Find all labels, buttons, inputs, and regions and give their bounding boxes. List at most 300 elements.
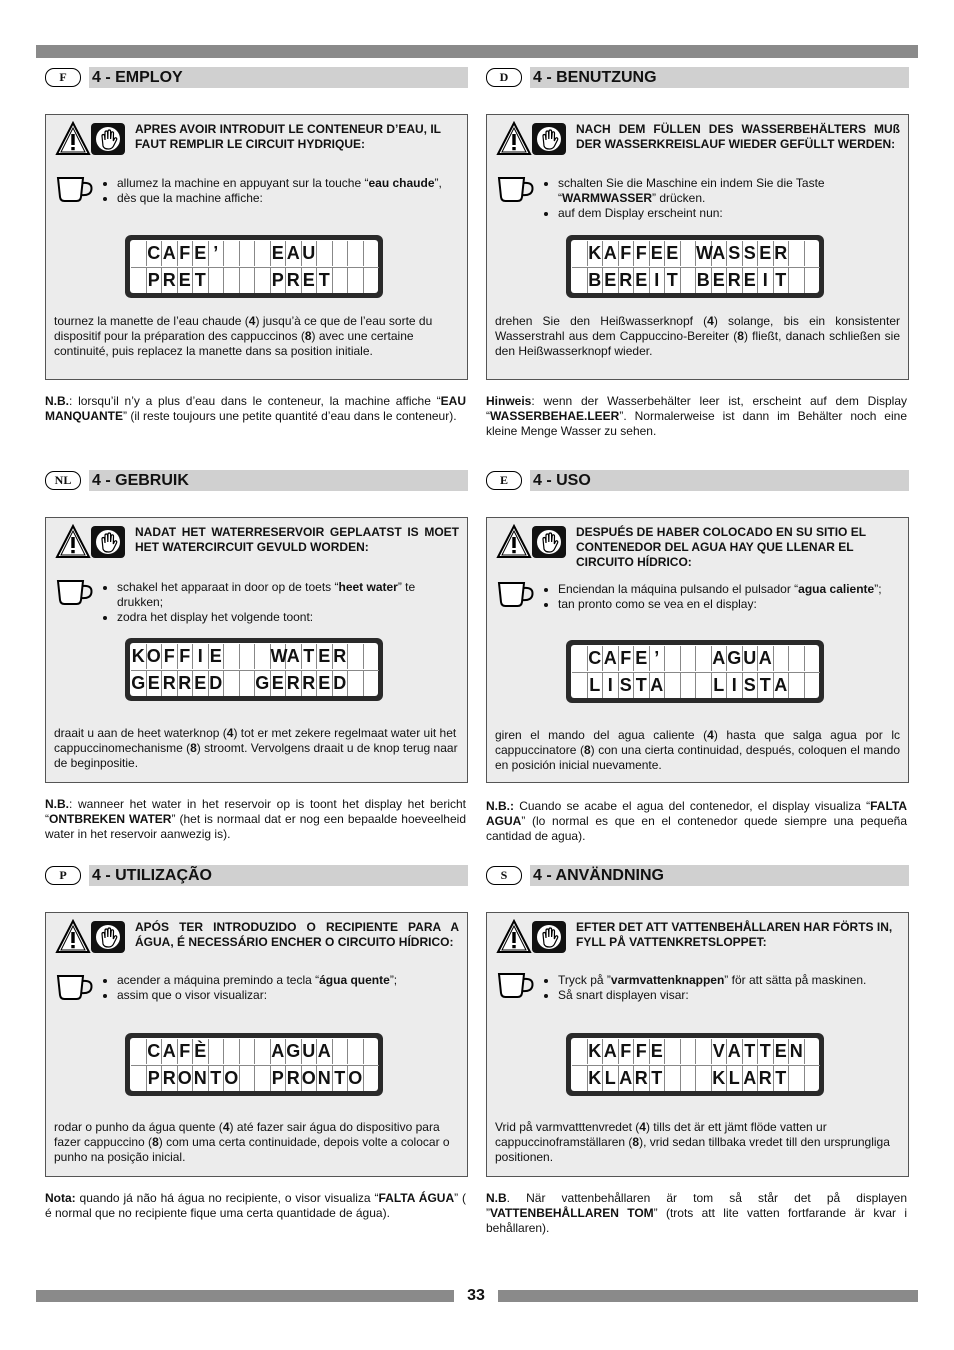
lcd-cell: T [758, 1039, 774, 1064]
lcd-cell [240, 644, 256, 669]
bullet-text: ” drücken. [652, 191, 706, 205]
note-message: ONTBREKEN WATER [49, 812, 172, 826]
language-flag: NL [45, 471, 81, 490]
note-text: ” (il reste toujours une petite quantité d’eau dans le conteneur). [123, 409, 457, 423]
bullet-text: acender a máquina premindo a tecla “ [117, 973, 320, 987]
bullet-item [117, 973, 459, 988]
instruction-box [486, 517, 909, 783]
lcd-display [566, 235, 824, 298]
lcd-cell: E [271, 671, 287, 696]
lcd-cell: T [302, 644, 318, 669]
desc-text: ) solange, bis ein konsistenter Wasserstrahl aus dem Cappuccino-Bereiter ( [495, 314, 900, 343]
lcd-cell [789, 241, 805, 266]
bullet-list [99, 973, 459, 1003]
lcd-cell: U [743, 646, 759, 671]
lcd-cell: K [588, 1039, 604, 1064]
lcd-cell: P [147, 268, 163, 293]
note [45, 394, 466, 424]
bullet-list [540, 176, 900, 221]
desc-ref: 8 [304, 329, 312, 343]
desc-ref: 4 [226, 726, 234, 740]
bullet-text: allumez la machine en appuyant sur la touche “ [117, 176, 369, 190]
hand-stop-icon [91, 526, 125, 558]
warning-triangle-icon [55, 121, 91, 157]
lcd-cell [317, 241, 333, 266]
top-bar [36, 45, 918, 58]
lcd-cell [572, 268, 588, 293]
lcd-cell [348, 644, 364, 669]
lcd-cell: E [193, 671, 209, 696]
lcd-row-2 [572, 267, 820, 293]
lcd-cell: E [712, 268, 728, 293]
lcd-cell [805, 646, 821, 671]
lcd-cell [348, 241, 364, 266]
note-text: ” (trots att lite vatten fortfarande är kvar i behållaren). [486, 1206, 907, 1235]
instruction-box [45, 114, 468, 380]
lcd-cell: L [712, 673, 728, 698]
lcd-cell: V [712, 1039, 728, 1064]
lcd-cell [681, 646, 697, 671]
desc-text: draait u aan de heet waterknop ( [54, 726, 227, 740]
lcd-cell: A [774, 673, 790, 698]
lcd-cell [364, 671, 380, 696]
lcd-screen [130, 1038, 378, 1091]
desc-ref: 4 [248, 314, 256, 328]
bullet-text: auf dem Display erscheint nun: [558, 206, 723, 220]
lcd-cell: U [302, 1039, 318, 1064]
cup-icon [55, 973, 97, 1001]
note-label: N.B [486, 1191, 507, 1205]
bottom-bar-left [36, 1290, 454, 1302]
description [54, 314, 459, 359]
desc-ref: 4 [707, 314, 714, 328]
note-label: N.B.: [486, 799, 514, 813]
section-nl [45, 470, 468, 841]
desc-text: ) fließt, danach schließen sie den Heißwasserknopf wieder. [495, 329, 900, 358]
lcd-cell: E [178, 268, 194, 293]
bullet-text: tan pronto como se vea en el display: [558, 597, 757, 611]
desc-ref: 4 [222, 1120, 230, 1134]
lcd-cell [131, 241, 147, 266]
cup-icon [496, 971, 538, 999]
note-text: : wanneer het water in het reservoir op is toont het display het bericht “ [45, 797, 466, 826]
lcd-cell [348, 268, 364, 293]
lcd-cell: N [317, 1066, 333, 1091]
lcd-cell: I [650, 268, 666, 293]
section-title: 4 - GEBRUIK [89, 470, 468, 491]
section-p [45, 865, 468, 1220]
lcd-cell: R [162, 268, 178, 293]
lcd-cell: T [209, 1066, 225, 1091]
hand-stop-icon [532, 123, 566, 155]
note-text: . När vattenbehållaren är tom så står det på displayen ” [486, 1191, 907, 1220]
lcd-cell [209, 1039, 225, 1064]
language-flag: F [45, 68, 81, 87]
lcd-cell: K [588, 1066, 604, 1091]
bullet-key: água quente [319, 973, 390, 987]
note-label: Nota: [45, 1191, 76, 1205]
bullet-list [540, 973, 900, 1003]
lcd-cell: F [619, 241, 635, 266]
lcd-cell: P [147, 1066, 163, 1091]
note-label: N.B. [45, 394, 69, 408]
lcd-cell [665, 1066, 681, 1091]
bullet-key: varmvattenknappen [610, 973, 725, 987]
lcd-cell [348, 1039, 364, 1064]
lcd-cell [774, 646, 790, 671]
lcd-cell: R [727, 268, 743, 293]
instruction-box [45, 912, 468, 1177]
lcd-cell: G [286, 1039, 302, 1064]
lcd-cell: E [743, 268, 759, 293]
lcd-cell: R [286, 1066, 302, 1091]
alert-text: NACH DEM FÜLLEN DES WASSERBEHÄLTERS MUß DER WASSERKREISLAUF WIEDER GEFÜLLT WERDEN: [576, 122, 900, 151]
note [486, 799, 907, 844]
lcd-cell: T [193, 268, 209, 293]
lcd-cell: O [178, 1066, 194, 1091]
lcd-cell: L [603, 1066, 619, 1091]
desc-text: ) jusqu’à ce que de l’eau sorte du dispositif pour la préparation des cappuccinos ( [54, 314, 433, 343]
lcd-cell: S [743, 673, 759, 698]
lcd-cell: A [162, 1039, 178, 1064]
lcd-screen [130, 643, 378, 696]
lcd-cell [333, 268, 349, 293]
bullet-list [99, 176, 459, 206]
lcd-cell: G [131, 671, 147, 696]
lcd-cell: O [224, 1066, 240, 1091]
note-text: Cuando se acabe el agua del contenedor, el display visualiza “ [514, 799, 871, 813]
cup-icon [55, 578, 97, 606]
lcd-cell: D [209, 671, 225, 696]
hand-stop-icon [91, 921, 125, 953]
instruction-box [45, 517, 468, 783]
lcd-row-1 [572, 646, 820, 671]
description [495, 314, 900, 359]
desc-text: drehen Sie den Heißwasserknopf ( [495, 314, 708, 328]
bullet-item [117, 610, 459, 625]
lcd-row-2 [572, 672, 820, 698]
section-title: 4 - BENUTZUNG [530, 67, 909, 88]
lcd-row-2 [131, 267, 379, 293]
bullet-text: Tryck på ” [558, 973, 611, 987]
desc-text: ) até fazer sair água do dispositivo para fazer cappuccino ( [54, 1120, 440, 1149]
desc-ref: 4 [639, 1120, 646, 1134]
lcd-cell: S [743, 241, 759, 266]
desc-ref: 8 [190, 741, 197, 755]
lcd-row-2 [572, 1065, 820, 1091]
lcd-cell: K [131, 644, 147, 669]
note-message: WASSERBEHAE.LEER [490, 409, 620, 423]
lcd-cell: K [588, 241, 604, 266]
description [54, 726, 459, 771]
language-flag: E [486, 471, 522, 490]
lcd-cell [364, 1039, 380, 1064]
desc-ref: 8 [152, 1135, 159, 1149]
lcd-cell: P [271, 1066, 287, 1091]
lcd-cell: R [286, 671, 302, 696]
bullet-text: ” för att sätta på maskinen. [724, 973, 867, 987]
bullet-item [117, 988, 459, 1003]
lcd-cell [681, 241, 697, 266]
lcd-display [125, 638, 383, 701]
hand-stop-icon [532, 526, 566, 558]
note-text: : lorsqu’il n’y a plus d’eau dans le conteneur, la machine affiche “ [69, 394, 441, 408]
lcd-cell: F [619, 1039, 635, 1064]
lcd-screen [571, 645, 819, 698]
lcd-cell [364, 1066, 380, 1091]
description [495, 1120, 900, 1165]
lcd-cell: F [634, 1039, 650, 1064]
lcd-cell: B [696, 268, 712, 293]
desc-text: ) hasta que salga agua por lc cappuccinatore ( [495, 728, 900, 757]
lcd-screen [571, 1038, 819, 1091]
lcd-cell: A [162, 241, 178, 266]
lcd-cell [805, 1066, 821, 1091]
lcd-cell: C [147, 1039, 163, 1064]
lcd-cell: O [147, 644, 163, 669]
lcd-cell [681, 1039, 697, 1064]
lcd-display [125, 1033, 383, 1096]
lcd-cell: E [317, 671, 333, 696]
lcd-cell: O [302, 1066, 318, 1091]
note [45, 1191, 466, 1221]
lcd-cell [665, 673, 681, 698]
bullet-list [99, 580, 459, 625]
lcd-cell: T [665, 268, 681, 293]
lcd-cell: I [727, 673, 743, 698]
bullet-text: dès que la machine affiche: [117, 191, 263, 205]
bullet-text: zodra het display het volgende toont: [117, 610, 314, 624]
lcd-cell [240, 268, 256, 293]
bullet-item [117, 191, 459, 206]
alert-text: APÓS TER INTRODUZIDO O RECIPIENTE PARA A ÁGUA, É NECESSÁRIO ENCHER O CIRCUITO HÍDRICO: [135, 920, 459, 949]
lcd-cell [789, 1066, 805, 1091]
lcd-cell [364, 268, 380, 293]
bullet-key: heet water [338, 580, 398, 594]
bullet-item [117, 580, 459, 610]
lcd-cell [255, 241, 271, 266]
desc-text: ) con una cierta continuidad, después, coloquen el mando en posición inicial nuevamente. [495, 743, 901, 772]
desc-ref: 8 [632, 1135, 640, 1149]
lcd-cell: A [712, 241, 728, 266]
desc-ref: 8 [583, 743, 591, 757]
desc-text: tournez la manette de l’eau chaude ( [54, 314, 249, 328]
desc-text: ) tills det är ett jämt flöde vatten ur cappuccinoframställaren ( [495, 1120, 827, 1149]
bullet-text: Så snart displayen visar: [558, 988, 689, 1002]
lcd-cell [364, 644, 380, 669]
section-title: 4 - USO [530, 470, 909, 491]
lcd-cell [572, 673, 588, 698]
bullet-text: schalten Sie die Maschine ein indem Sie die Taste “ [558, 176, 825, 205]
section-title: 4 - EMPLOY [89, 67, 468, 88]
lcd-cell [696, 1039, 712, 1064]
lcd-cell [224, 671, 240, 696]
lcd-cell: C [588, 646, 604, 671]
bullet-item [558, 176, 900, 206]
bullet-key: WARMWASSER [562, 191, 652, 205]
lcd-cell [805, 241, 821, 266]
lcd-cell: T [333, 1066, 349, 1091]
lcd-row-2 [131, 1065, 379, 1091]
desc-ref: 8 [737, 329, 744, 343]
lcd-cell: E [603, 268, 619, 293]
note-text: ” ( é normal que no recipiente fique uma certa quantidade de água). [45, 1191, 466, 1220]
bullet-item [558, 597, 900, 612]
lcd-cell [572, 646, 588, 671]
note-message: EAU MANQUANTE [45, 394, 466, 423]
cup-icon [55, 175, 97, 203]
lcd-cell [240, 671, 256, 696]
lcd-cell: ’ [650, 646, 666, 671]
note-label: N.B. [45, 797, 69, 811]
lcd-cell [805, 1039, 821, 1064]
section-title: 4 - ANVÄNDNING [530, 865, 909, 886]
lcd-cell [240, 241, 256, 266]
lcd-cell [255, 644, 271, 669]
section-f [45, 67, 468, 423]
desc-text: rodar o punho da água quente ( [54, 1120, 223, 1134]
description [54, 1120, 459, 1165]
section-header [486, 865, 909, 887]
lcd-cell: A [712, 646, 728, 671]
note-text: ” (het is normaal dat er nog een bepaalde hoeveelheid water in het reservoir aanwezig is). [45, 812, 466, 841]
lcd-cell: R [286, 268, 302, 293]
lcd-cell: A [286, 644, 302, 669]
note [45, 797, 466, 842]
lcd-cell: R [333, 644, 349, 669]
lcd-cell: W [271, 644, 287, 669]
lcd-cell [789, 268, 805, 293]
section-e [486, 470, 909, 843]
lcd-cell [131, 1066, 147, 1091]
lcd-cell: K [712, 1066, 728, 1091]
lcd-cell [665, 1039, 681, 1064]
lcd-cell: A [650, 673, 666, 698]
note [486, 394, 907, 439]
section-title: 4 - UTILIZAÇÃO [89, 865, 468, 886]
cup-icon [496, 580, 538, 608]
desc-text: giren el mando del agua caliente ( [495, 728, 708, 742]
section-d [486, 67, 909, 438]
desc-text: ), vrid sedan tillbaka vredet till den ursprungliga positionen. [495, 1135, 890, 1164]
lcd-cell [572, 1039, 588, 1064]
note-text: ” (lo normal es que en el contenedor quede siempre una pequeña cantidad de agua). [486, 814, 907, 843]
lcd-cell: G [727, 646, 743, 671]
lcd-cell [805, 673, 821, 698]
lcd-cell: E [634, 646, 650, 671]
lcd-cell [333, 241, 349, 266]
lcd-cell [131, 1039, 147, 1064]
lcd-cell: A [619, 1066, 635, 1091]
bullet-key: eau chaude [368, 176, 435, 190]
lcd-cell: A [603, 241, 619, 266]
lcd-cell: B [588, 268, 604, 293]
lcd-cell: A [317, 1039, 333, 1064]
lcd-cell: E [209, 644, 225, 669]
bullet-text: ” te drukken; [117, 580, 416, 609]
bullet-item [558, 973, 900, 988]
lcd-cell: R [162, 1066, 178, 1091]
lcd-cell [348, 671, 364, 696]
lcd-cell [224, 1039, 240, 1064]
warning-triangle-icon [496, 121, 532, 157]
lcd-cell: F [619, 646, 635, 671]
desc-text: ) avec une certaine continuité, puis replacez la manette dans sa position initiale. [54, 329, 414, 358]
note [486, 1191, 907, 1236]
lcd-cell: A [286, 241, 302, 266]
desc-text: ) com uma certa continuidade, depois volte a colocar o punho na posição inicial. [54, 1135, 450, 1164]
lcd-cell: D [333, 671, 349, 696]
lcd-cell [665, 646, 681, 671]
section-header [45, 865, 468, 887]
instruction-box [486, 912, 909, 1177]
lcd-cell: T [743, 1039, 759, 1064]
lcd-cell: F [634, 241, 650, 266]
desc-text: ) stroomt. Vervolgens draait u de knop terug naar de beginpositie. [54, 741, 458, 770]
lcd-cell [240, 1066, 256, 1091]
lcd-row-1 [572, 1039, 820, 1064]
section-header [486, 67, 909, 89]
lcd-cell [224, 644, 240, 669]
note-text: ”. Normalerweise ist dann im Behälter noch eine kleine Menge Wasser zu sehen. [486, 409, 907, 438]
page-number: 33 [467, 1287, 485, 1304]
hand-stop-icon [91, 123, 125, 155]
lcd-cell: S [619, 673, 635, 698]
lcd-display [566, 640, 824, 703]
section-header [486, 470, 909, 492]
lcd-cell [696, 646, 712, 671]
lcd-cell: A [727, 1039, 743, 1064]
note-text: quando já não há água no recipiente, o visor visualiza “ [75, 1191, 379, 1205]
lcd-cell: F [178, 644, 194, 669]
lcd-cell: È [193, 1039, 209, 1064]
lcd-cell: T [634, 673, 650, 698]
warning-triangle-icon [496, 919, 532, 955]
alert-text: APRES AVOIR INTRODUIT LE CONTENEUR D’EAU, IL FAUT REMPLIR LE CIRCUIT HYDRIQUE: [135, 122, 441, 151]
lcd-cell: E [650, 241, 666, 266]
lcd-cell: A [743, 1066, 759, 1091]
lcd-cell [681, 673, 697, 698]
bullet-item [558, 988, 900, 1003]
lcd-cell [805, 268, 821, 293]
warning-triangle-icon [496, 524, 532, 560]
description [495, 728, 900, 773]
lcd-cell [255, 1039, 271, 1064]
lcd-row-1 [131, 644, 379, 669]
desc-text: ) tot er met zekere regelmaat water uit het cappuccinomechanisme ( [54, 726, 457, 755]
bullet-text: ”; [874, 582, 882, 596]
lcd-cell: G [255, 671, 271, 696]
lcd-cell [572, 241, 588, 266]
lcd-cell: A [758, 646, 774, 671]
bullet-text: Enciendan la máquina pulsando el pulsador “ [558, 582, 799, 596]
lcd-cell: A [603, 646, 619, 671]
note-message: FALTA ÁGUA [378, 1191, 455, 1205]
lcd-cell: R [758, 1066, 774, 1091]
lcd-cell: O [348, 1066, 364, 1091]
lcd-cell: E [758, 241, 774, 266]
note-label: Hinweis [486, 394, 532, 408]
lcd-cell: E [193, 241, 209, 266]
lcd-cell: T [774, 1066, 790, 1091]
lcd-cell: R [774, 241, 790, 266]
desc-text: Vrid på varmvatttenvredet ( [495, 1120, 640, 1134]
note-text: : wenn der Wasserbehälter leer ist, erscheint auf dem Display “ [486, 394, 907, 423]
desc-ref: 4 [707, 728, 714, 742]
lcd-cell: N [789, 1039, 805, 1064]
bullet-item [558, 582, 900, 597]
lcd-row-1 [131, 241, 379, 266]
